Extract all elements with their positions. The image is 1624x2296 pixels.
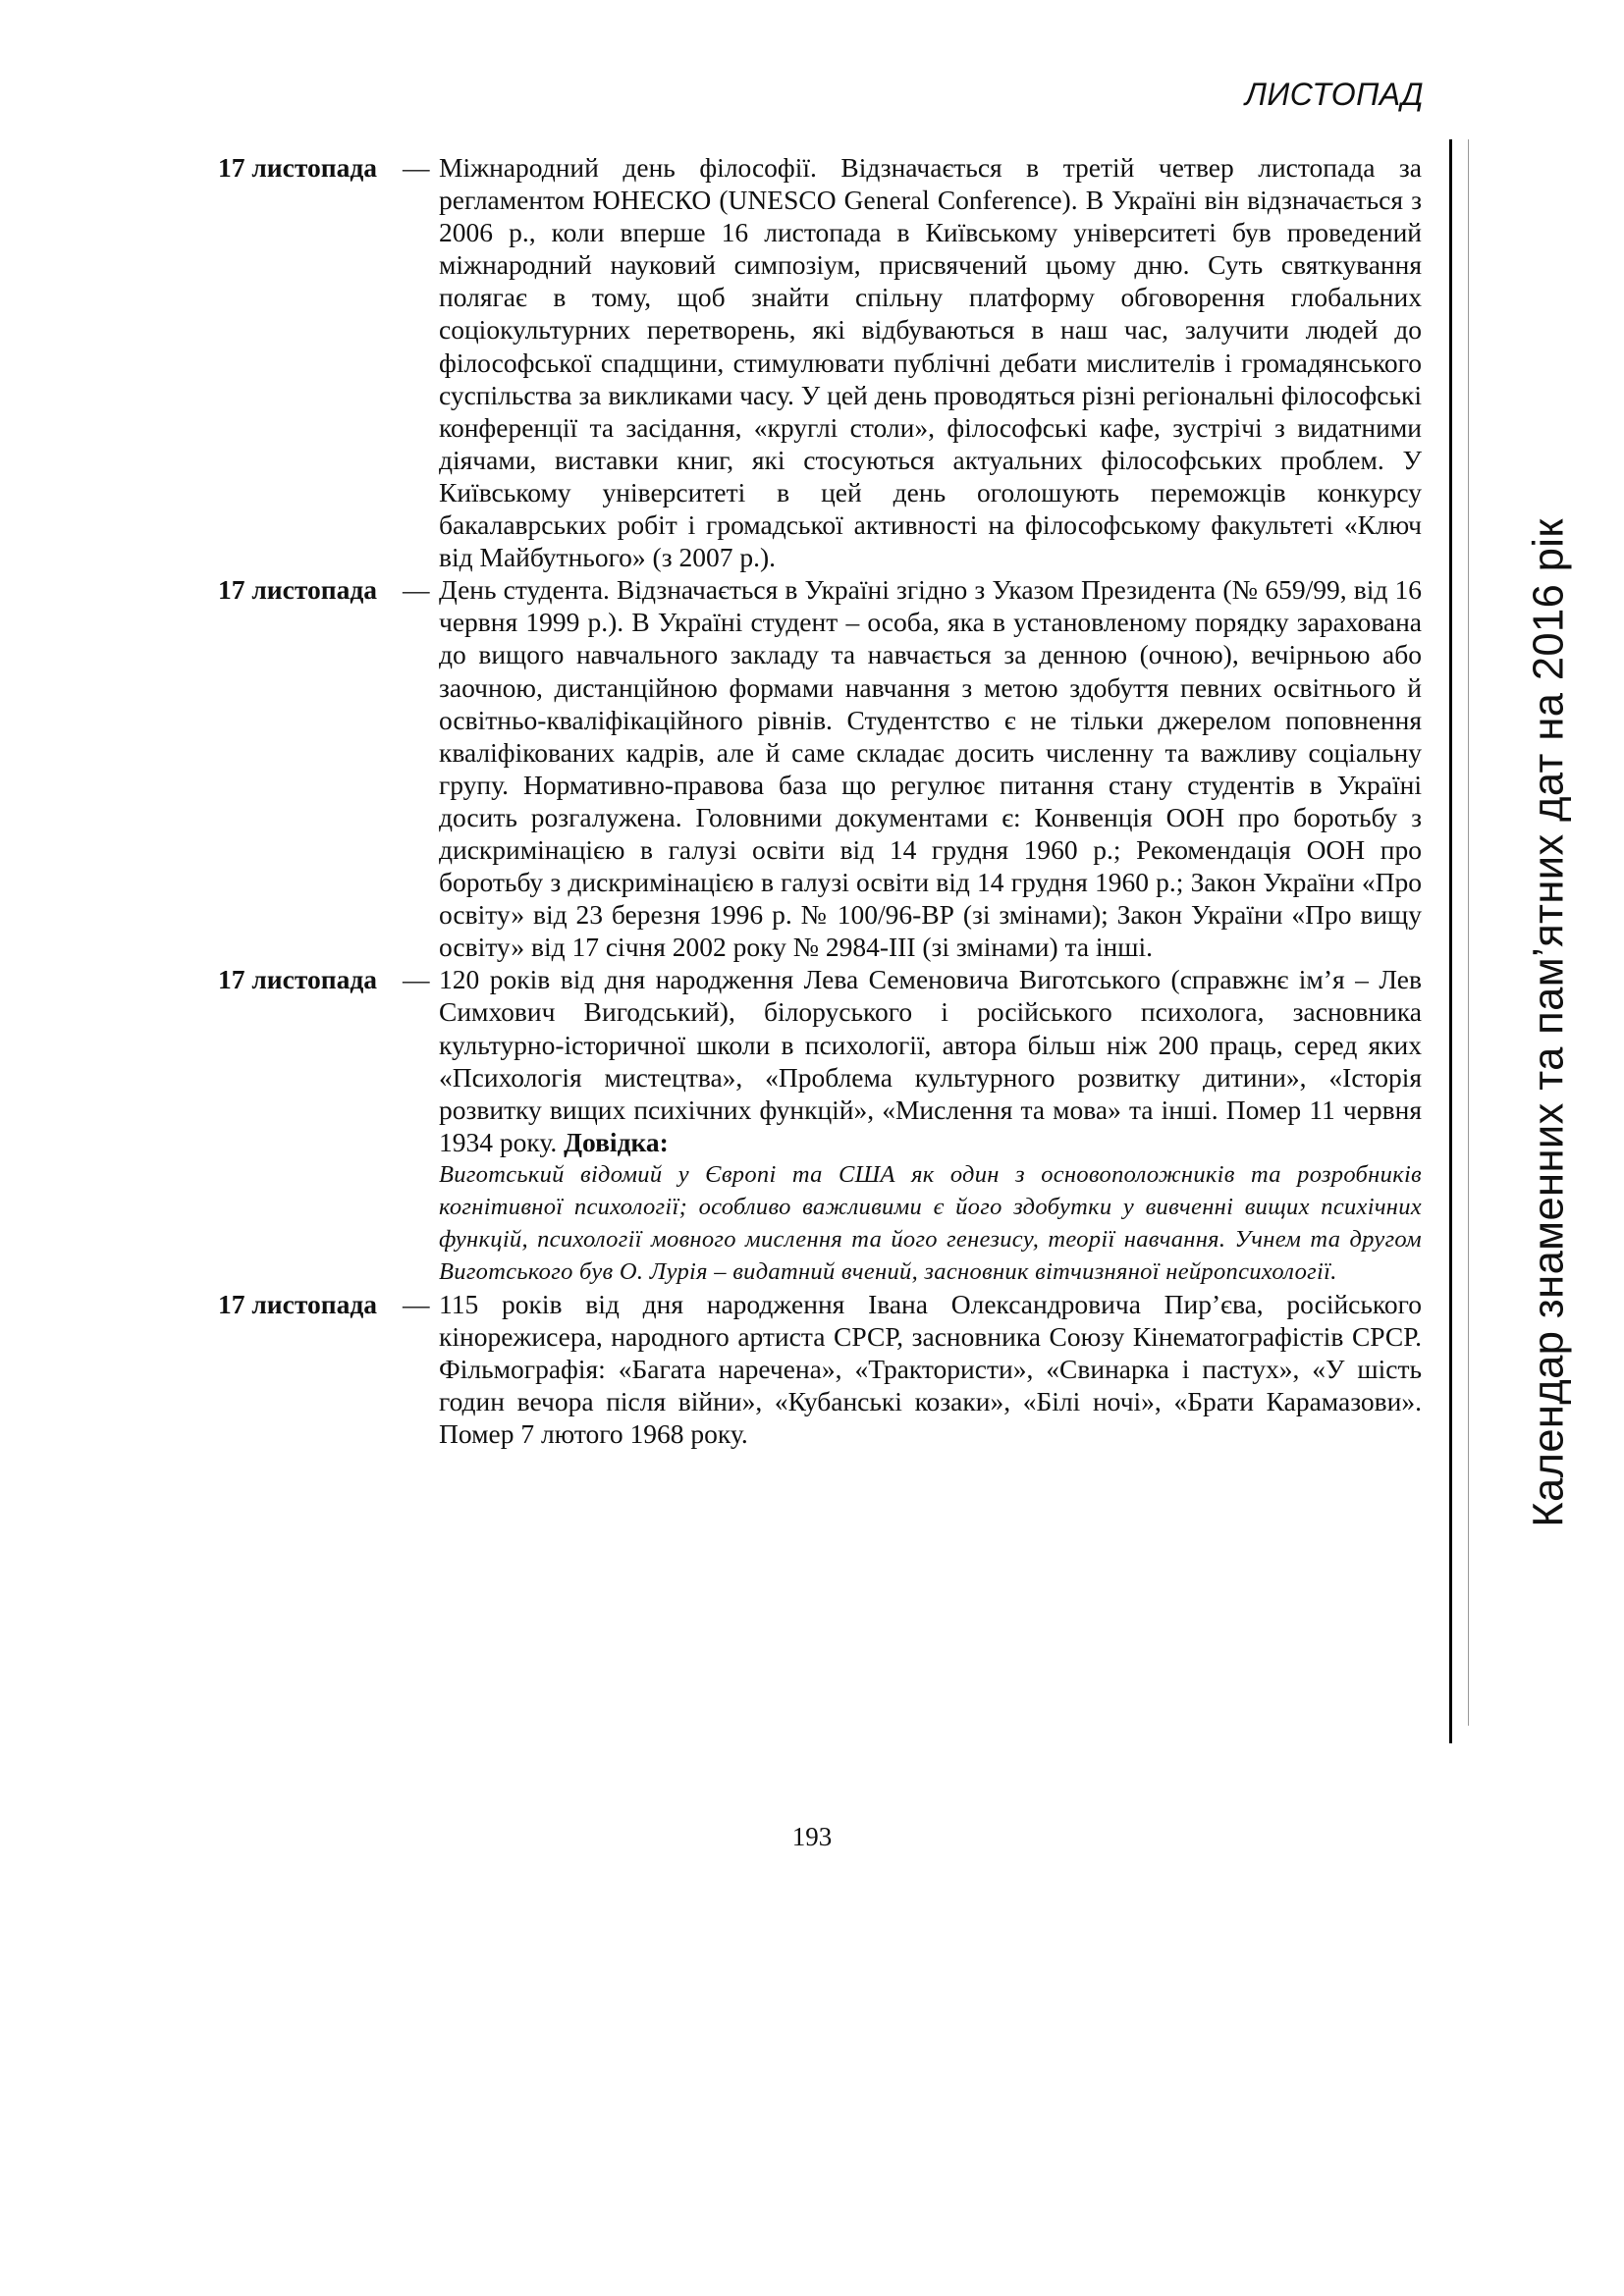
entry-date: 17 листопада (218, 152, 378, 183)
em-dash: — (403, 574, 430, 606)
entry-date: 17 листопада (218, 964, 378, 995)
entry-vygotsky (218, 963, 1422, 1288)
page-header-month: ЛИСТОПАД (1244, 77, 1424, 112)
entry-note: Виготський відомий у Європі та США як один з основоположників та розробників когнітивної психології; особливо важливими є його здобутки у вивченні вищих психічних функцій, психології мовного мислення та його генезису, теорії навчання. Учнем та другом Виготського був О. Лурія – видатний вчений, засновник вітчизняної нейропсихології. (439, 1160, 1422, 1285)
calendar-entries (218, 151, 1422, 1450)
entry-student-day (218, 573, 1422, 963)
entry-text: Міжнародний день філософії. Відзначається в третій четвер листопада за регламентом ЮНЕСКО (UNESCO General Conference). В Україні він відзначається з 2006 р., коли вперше 16 листопада в Київському університеті був проведений міжнародний науковий симпозіум, присвячений цьому дню. Суть святкування полягає в тому, щоб знайти спільну платформу обговорення глобальних соціокультурних перетворень, які відбуваються в наш час, залучити людей до філософської спадщини, стимулювати публічні дебати мислителів і громадянського суспільства за викликами часу. У цей день проводяться різні регіональні філософські конференції та засідання, «круглі столи», філософські кафе, зустрічі з видатними діячами, виставки книг, які стосуються актуальних філософських проблем. У Київському університеті в цей день оголошують переможців конкурсу бакалаврських робіт і громадської активності на філософському факультеті «Ключ від Майбутнього» (з 2007 р.). (439, 152, 1422, 573)
entry-text-block (403, 573, 1422, 963)
page-number: 193 (791, 1822, 833, 1851)
side-title: Календар знаменних та пам’ятних дат на 2016 рік (1525, 518, 1573, 1527)
entry-date: 17 листопада (218, 574, 378, 606)
entry-text-block (403, 151, 1422, 573)
entry-date: 17 листопада (218, 1288, 378, 1319)
entry-text-block (403, 963, 1422, 1158)
em-dash: — (403, 1288, 430, 1319)
margin-rule-thin (1468, 139, 1469, 1726)
margin-rule (1449, 139, 1452, 1743)
entry-text: 120 років від дня народження Лева Семеновича Виготського (справжнє ім’я – Лев Симхович Вигодський), білоруського і російського психолога, засновника культурно-історичної школи в психології, автора більш ніж 200 праць, серед яких «Психологія мистецтва», «Проблема культурного розвитку дитини», «Історія розвитку вищих психічних функцій», «Мислення та мова» та інші. Помер 11 червня 1934 року. (439, 964, 1422, 1157)
em-dash: — (403, 152, 430, 183)
entry-text: 115 років від дня народження Івана Олександровича Пир’єва, російського кінорежисера, народного артиста СРСР, засновника Союзу Кінематографістів СРСР. Фільмографія: «Багата наречена», «Трактористи», «Свинарка і пастух», «У шість годин вечора після війни», «Кубанські козаки», «Білі ночі», «Брати Карамазови». Помер 7 лютого 1968 року. (439, 1288, 1422, 1450)
entry-pyryev (218, 1288, 1422, 1450)
entry-philosophy-day (218, 151, 1422, 573)
entry-text-block (403, 1288, 1422, 1450)
em-dash: — (403, 964, 430, 995)
entry-text: День студента. Відзначається в Україні згідно з Указом Президента (№ 659/99, від 16 червня 1999 р.). В Україні студент – особа, яка в установленому порядку зарахована до вищого навчального закладу та навчається за денною (очною), вечірньою або заочною, дистанційною формами навчання з метою здобуття певних освітнього й освітньо-кваліфікаційного рівнів. Студентство є не тільки джерелом поповнення кваліфікованих кадрів, але й саме складає досить численну та важливу соціальну групу. Нормативно-правова база що регулює питання стану студентів в Україні досить розгалужена. Головними документами є: Конвенція ООН про боротьбу з дискримінацією в галузі освіти від 14 грудня 1960 р.; Рекомендація ООН про боротьбу з дискримінацією в галузі освіти від 14 грудня 1960 р.; Закон України «Про освіту» від 23 березня 1996 р. № 100/96-ВР (зі змінами); Закон України «Про вищу освіту» від 17 січня 2002 року № 2984-ІІІ (зі змінами) та інші. (439, 574, 1422, 963)
note-label: Довідка: (564, 1126, 669, 1157)
